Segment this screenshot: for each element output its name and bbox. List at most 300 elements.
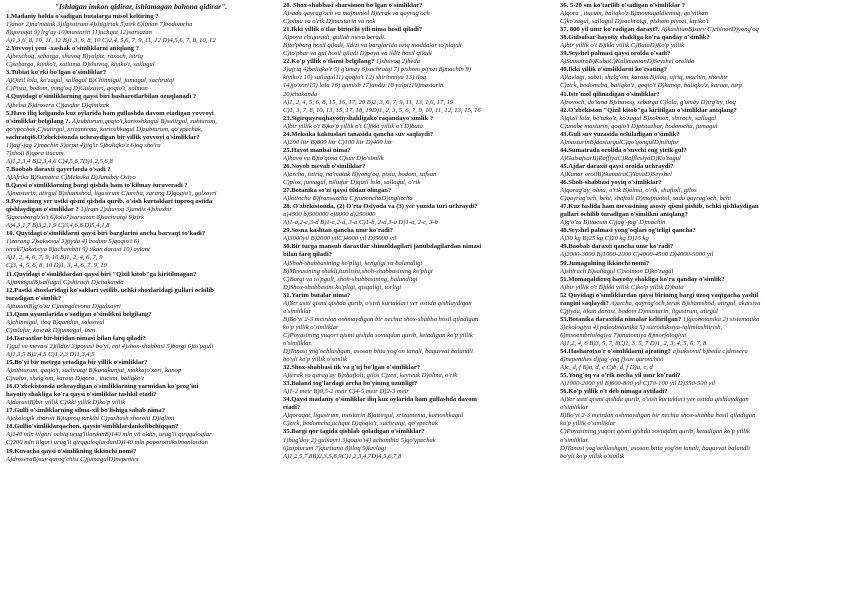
answer-text: B)Mevasining shakli,tuzilishi,shoh-shabbasining ko'pligi — [283, 267, 433, 275]
answer-text: A)1,3,5 B)2,4,5 C)1,2,3 D)1,3,4,5 — [6, 350, 95, 358]
answer-text: A)terak va qarag'ay B)shaftoli, gilos C)zen, keyreuk D)olma, o'rik — [283, 372, 458, 380]
answer-text: A)140 mln iilgari ochiq urug'lilardanB)140 mln yil oldin, urug'li qirqquloqlar — [6, 431, 212, 439]
answer-line — [283, 42, 553, 50]
question-text: 27.Botanika so'zi qaysi tildan olingan? — [283, 187, 392, 195]
question-line — [560, 276, 836, 284]
answer-text: C)plos, jumagul, niliufar D)qizil lola, sallagul, o'rik — [283, 179, 421, 187]
question-line — [560, 292, 836, 300]
question-line — [283, 404, 553, 412]
answer-line — [283, 219, 553, 227]
answer-text: A)qoraqat, ligustrum, mastarin B)attirgul, xrizantema, kartoshkagul — [283, 412, 464, 420]
question-text: 32.Shox-shabbasi tik va g'uj bo'lgan o'simliklar? — [283, 364, 421, 372]
answer-text: A)2000-3000 B)1000-2000 C)4000-4500 D)4000-5000 yil — [560, 251, 714, 259]
answer-line — [560, 171, 836, 179]
answer-line — [283, 324, 553, 332]
question-line — [560, 34, 836, 42]
question-text: 7.Baobab daraxti qayerlarda o'sadi ? — [6, 165, 111, 173]
question-line — [560, 147, 836, 155]
answer-line — [560, 123, 836, 131]
answer-line — [6, 399, 276, 407]
question-line — [560, 66, 836, 74]
question-line — [283, 396, 553, 404]
answer-line — [6, 415, 276, 423]
question-line — [560, 163, 836, 171]
question-text: 36. 5-20 sm ko'tarilib o'sadigan o'simliklar ? — [560, 2, 685, 9]
question-text: 55.Yong'oq va o'rik necha yil umr ko'radi? — [560, 372, 681, 380]
question-text: 29.Sosna kashtan qancha umr ko'radi? — [283, 227, 393, 235]
answer-text: qo'ypechak,C)sutirgul, xrizantema, kartoshkagul D)zubturum, qo'ypechak, — [6, 125, 203, 133]
answer-text: A)1, 2, 4, 5, 6, 8, 15, 16, 17, 20 B)2, 3, 6, 7, 9, 11, 13, 1,6, 17, 19 — [283, 98, 454, 106]
question-text: 49.Baobab daraxti qancha umr ko'radi? — [560, 243, 674, 251]
answer-text: A)kashtanB)sarv C)chinorD)yong'oq — [659, 26, 759, 34]
answer-line — [6, 246, 276, 254]
question-line — [560, 26, 836, 34]
answer-text: A)4,3,1,7 B)3,2,1,9 C)3,4,6,8 D)5,4,1,8 — [6, 222, 110, 230]
question-text: 1.Madaniy holda o'sadigan butalarga misol keltiring ? — [6, 13, 159, 20]
answer-text: A)bexchoq, sebarga, shuvoq B)yalpiz, raxoch, istriq — [6, 53, 143, 61]
question-text: 50.Jumagulning ikkinchi nomi? — [560, 259, 650, 267]
answer-text: A)SumatraB)KubaC)KalimantanD)Seyshel orolida — [560, 58, 695, 66]
answer-line — [283, 18, 553, 26]
answer-text: A)ekologik sharoit B)tuproq tarkibi C)yashash shoroiti D)iqlimi — [6, 415, 175, 423]
question-line — [6, 287, 276, 295]
question-text: 41.Iste'mol qilinadigan o'simliklar? — [560, 90, 660, 98]
answer-line — [6, 77, 276, 85]
answer-line — [560, 332, 836, 340]
answer-line — [560, 412, 836, 420]
answer-text: C)3, 4, 5, 6, 8, 10 D)1, 3, 4, 6, 7, 9, 10 — [6, 262, 107, 270]
question-text: gullari ochilib turadigan o'simlikni aniqlang? — [560, 211, 688, 219]
answer-text: A)1000-2000 yil B)600-800 yil C)70-100 yil D)350-500 yil — [560, 380, 716, 388]
answer-line — [283, 66, 553, 74]
question-line — [560, 372, 836, 380]
question-line — [6, 359, 276, 367]
question-text: 23.Sigirquyruqhayotiyshakligako'raqandayo'simlik ? — [283, 114, 434, 122]
question-text: 40.Ikki yillik o'simliklarni ko'rsating? — [560, 66, 667, 74]
answer-line — [6, 367, 276, 375]
question-text: turadigan o'simlik? — [6, 294, 62, 302]
answer-text: C)jiyda, tikan daraxt, bodom D)mastarin, ligustrum, atirgul — [560, 307, 719, 315]
answer-text: bo'yli ko'p yillik o'simlik — [560, 452, 625, 460]
answer-line — [283, 123, 553, 131]
question-line — [560, 348, 836, 356]
question-line — [6, 271, 276, 279]
column-left — [6, 2, 276, 464]
answer-line — [6, 190, 276, 198]
answer-text: A)belsa B)drosera C)javdar D)qimizak — [6, 101, 109, 109]
answer-text: A)poya chiqaradi, gullab meva beradi. — [283, 34, 386, 42]
answer-text: D)Tanasi yog'ochlashgan, asosan bitta yog'on tanali, baquvvat balandli — [283, 348, 473, 356]
answer-line — [283, 388, 553, 396]
question-line — [6, 448, 276, 456]
question-text: 35.Bargi qor tagida qishlab qoladigan o'simliklar? — [283, 428, 425, 436]
question-line — [560, 243, 836, 251]
question-text: 47.Kuz faslida ham mevasining asosiy qismi pishib, ochki qishlaydigan — [560, 203, 759, 211]
answer-text: A)1,3,6, 8, 10, 11, 12 B)1,3, 6, 8, 10 C)2,4, 5,6, 7, 9, 11, 12 D)4,5,6, 7, 8, 10, 12 — [6, 37, 216, 45]
answer-line — [560, 308, 836, 316]
answer-line — [283, 107, 553, 115]
question-line — [283, 58, 553, 66]
answer-line — [283, 10, 553, 18]
question-text: sachratqi6.O'zbekistonda uchraydigan bir yillik yovvoyi o'simliklar? — [6, 133, 200, 141]
question-text: qishlaydigan o'simliklar ? — [6, 206, 79, 214]
question-text: 42.O'zbekiston "Qizil kitob"ga kiritilgan o'simliklar aniqlang? — [560, 106, 737, 114]
question-line — [283, 131, 553, 139]
question-line — [6, 69, 276, 77]
answer-line — [6, 262, 276, 270]
answer-text: ko'p yillik o'simliklar — [560, 420, 616, 428]
answer-text: A)qarag'ay, olma, o'rik B)olma, o'rik, shaftoli, gilos — [560, 187, 697, 195]
answer-line — [283, 276, 553, 284]
question-line — [6, 93, 276, 101]
question-text: 28. O'zbekistonda, (2) O'rta Osiyoda va (3) yer yuzida turi uchraydi? — [283, 203, 478, 211]
answer-text: a)saksovul b)beda c)drosera — [670, 348, 748, 356]
answer-text: A)qora , itucum, baliqko'z B)momaqaldiemoq, qo'ytikan — [560, 10, 708, 18]
answer-text: C)ko'zagul, sallagul D)sachratqi, pishom piyozi, kiyiko't — [560, 18, 709, 26]
answer-text: 1)zarang 2)saksovul 3)jiyda 4) bodom 5)qoqio't 6) — [6, 238, 140, 246]
answer-line — [6, 102, 276, 110]
answer-text: C)1, 3, 7, 8, 10, 13, 15, 17, 18, 19D)1, 2, 3, 5, 6, 7, 9, 10, 11, 12, 13, 15, 16 — [283, 106, 481, 114]
question-line — [560, 227, 836, 235]
answer-text: A)1-2 metr B)0,5-2 metr C)4-5 metr D)2-3 metr — [283, 388, 409, 396]
question-line — [6, 423, 276, 431]
answer-text: C)xahzi, shelg'om, karam D)qora , itucum, baliqko'z — [6, 375, 145, 383]
answer-text: A)Yer ustti qismi qishda qurib, o'sish kurtaklari yer ostida qishlaydigan — [283, 299, 472, 307]
answer-text: C)to'pbar va gul hosil qiladi D)poya va ildiz hosil qiladi — [283, 50, 432, 58]
question-line — [283, 251, 553, 259]
answer-text: 1)gul va mevasi 2)illdizi 3)poyasi bo'yi, eni 4)shox-shabbasi 5)bargi 6)to'pguli — [6, 342, 214, 350]
answer-text: A)30 kg B)25 kg C)20 kg D)15 kg — [560, 235, 649, 243]
answer-text: A)shirach B)sallagul C)xolmon D)ko'zagul — [560, 267, 674, 275]
question-line — [560, 211, 836, 219]
question-line — [6, 383, 276, 391]
question-text: 33.Baland tog'lardagi archa bo'yining uzunligi? — [283, 380, 418, 388]
answer-text: 1)lzam 2)shuvoq 3)andiz 4)shashir — [78, 206, 173, 214]
answer-text: A)1-a,2-c,3-d B)1-c,2-d, 3-a C)1-b, 2-d,3-a D)1-a, 2-c, 3-b — [283, 219, 439, 227]
question-text: 54.Hasharotxo'r o'simliklarni ajrating? — [560, 348, 671, 356]
question-text: 24.Meksika kaktuslari tanasida qancha suv saqlaydi? — [283, 130, 434, 138]
answer-line — [6, 279, 276, 287]
answer-line — [283, 356, 553, 364]
question-text: rangini saqlaydi? — [560, 299, 609, 307]
answer-text: A)1,2,3,4 B)2,3,4,6 C)4,5,6,7D)1,2,5,6,8 — [6, 157, 113, 165]
question-text: 26.Noyob mevali o'simliklar? — [283, 162, 366, 170]
question-text: 22.Ko'p yillik o'tlarni belgilang? — [283, 58, 375, 66]
answer-line — [560, 251, 836, 259]
answer-line — [6, 222, 276, 230]
answer-line — [283, 195, 553, 203]
answer-line — [283, 308, 553, 316]
answer-text: A)zubturum,qoqio't,kartoshkagul B)sutirgul, zubturum, — [70, 117, 217, 125]
question-line — [6, 391, 276, 399]
answer-line — [6, 37, 276, 45]
question-text: bilan farq qiladi? — [283, 251, 332, 259]
question-text: 39.Seyshel palmasi qaysi orolda o'sadi? — [560, 50, 671, 58]
question-text: 2.Yovvoyi yem -xashak o'simliklarni aniqlang ? — [6, 45, 139, 53]
answer-line — [6, 142, 276, 150]
answer-text: C)olma va o'rik D)mastarin va nok — [283, 18, 376, 26]
answer-text: A)bir yillik o't B)ikki yillik C)ko'p yillik D)buta — [560, 283, 684, 291]
answer-line — [6, 343, 276, 351]
answer-line — [560, 99, 836, 107]
answer-text: A)rovoch, do'lana B)shuvoq, sebarga C)lola, g'umay D)irg'ay, iloq — [560, 98, 736, 106]
answer-text: C)Bargi va to'pguli, shoh-shabbasining, balandligi — [283, 275, 418, 283]
answer-text: 1)geobotanika 2) sistematika — [681, 315, 760, 323]
answer-line — [283, 260, 553, 268]
answer-text: bo'yli ko'p yillik o'simlik — [283, 356, 348, 364]
answer-line — [560, 219, 836, 227]
answer-line — [283, 300, 553, 308]
answer-line — [560, 420, 836, 428]
answer-text: A)daraxtB)bir yillik C)ikki yillik D)ko'p yillik — [6, 399, 126, 407]
question-text: 21.Ikki yillik o'tlar birinchi yili nima hosil qiladi? — [283, 26, 423, 34]
answer-text: o'simliklar. — [560, 436, 590, 444]
answer-text: D)Tanasi yog'ochlashgan, asosan bitta yog'on tanali, baquvvat balandli — [560, 444, 750, 452]
answer-line — [560, 18, 836, 26]
column-right — [560, 2, 836, 461]
answer-text: A)sada qayrag'och va majnuntol B)terak va qayrag'och — [283, 10, 430, 18]
answer-text: 1)shuvoq 2)beda — [374, 58, 421, 66]
question-text: 46.Shoh-shabbasi yoyiq o'simliklar? — [560, 179, 662, 187]
question-text: 8.Qaysi o'simliklarning bargi qishda ham to'kilmay turaveradi ? — [6, 181, 188, 189]
answer-text: C)Poyasining yuqori qismi qishda sovuqdan qurib, ketadigan ko'p yillik — [283, 331, 473, 339]
answer-line — [560, 82, 836, 90]
question-text: 12.Pastki shoxlaridagi ko'saklari yetilib, uchki shoxlaridagi gullari ochilib — [6, 286, 214, 294]
answer-line — [283, 332, 553, 340]
answer-line — [6, 319, 276, 327]
question-text: 4.Quyidagi o'simliklarning qaysi biri hasharotlarbilan ozuqlanadi ? — [6, 93, 197, 101]
answer-line — [560, 115, 836, 123]
question-line — [6, 230, 276, 238]
answer-line — [283, 139, 553, 147]
answer-text: A)bir yillik o't B)ikki yillik C)ButaD)Ko'p yillik — [560, 42, 685, 50]
question-line — [283, 26, 553, 34]
answer-line — [6, 150, 276, 158]
answer-text: C)200 mln iilgari urug'li qirqquloqlardanD)140 mln paporotniksimonlardan — [6, 439, 208, 447]
question-text: 20. Shox-shabbasi sharsimon bo'lgan o'simliklar? — [283, 2, 423, 9]
answer-text: 6)zupturum 7)qurttana 8)iloq 9)lavlagi — [283, 444, 387, 452]
answer-text: 1)jag'-jag 2)machin 3)arpa 4)jig'ir 5)baliqko'z 6)oq sho'ra — [6, 141, 161, 149]
answer-text: C)zirk, bodomcha,uchqat D)qoqio't, sachratqi, qo'ypechak — [283, 420, 438, 428]
answer-text: A)bir yillik o't B)ko'p yillik o't C)ikki yillik o't D)buta — [283, 122, 423, 130]
answer-line — [6, 327, 276, 335]
answer-line — [283, 316, 553, 324]
answer-text: A)3000yil B)2000 yilC)4000 yil D)5000 yil — [283, 235, 397, 243]
question-text: o'simliklar belgilang ?. — [6, 117, 71, 125]
question-text: 52 Quyidagi o'simliklardan qaysi birining bargi uzoq vaqtgacha yashil — [560, 291, 759, 299]
answer-text: A)Qizil lola, ko'zagul, sallagul B)Chinnigul, jumagul, sachratqi — [6, 77, 175, 85]
question-line — [6, 45, 276, 53]
answer-line — [283, 99, 553, 107]
answer-line — [560, 453, 836, 461]
answer-line — [283, 348, 553, 356]
answer-text: A)200 litr B)800 litr C)100 litr D)400 litr — [283, 138, 393, 146]
answer-text: C)nilufar, kovrak D)jumagul, izen — [6, 326, 96, 334]
question-line — [560, 300, 836, 308]
question-text: 30.Bir turga mansub daraxtlar shimoldagilari janubdagilardan nimasi — [283, 243, 482, 251]
answer-text: A)archa, qayrag'och,terak B)shamshod, atirgul, akatsiya — [608, 299, 761, 307]
question-text: hayotiy shakliga ko'ra qaysi o'simliklar tashkil etadi? — [6, 391, 157, 399]
question-line — [283, 380, 553, 388]
answer-text: B)Bo'yi 2-3 metrdan oshmaydigan bir nechta shox-shabba hosil qiladigan — [283, 315, 479, 323]
question-line — [6, 118, 276, 126]
question-text: 31.Yarim butalar nima? — [283, 291, 351, 299]
answer-text: A)archa, ittiriq, na'matak B)yong'oq, pista, bodom, safsan — [283, 170, 437, 178]
answer-text: 7)sholi 8)qora itucum — [6, 149, 64, 157]
answer-line — [6, 61, 276, 69]
answer-text: o'simliklar — [283, 307, 312, 315]
answer-text: C)Poyasining yuqori qismi qishda sovuqdan qurib, ketadigan ko'p yillik — [560, 428, 750, 436]
question-line — [6, 198, 276, 206]
question-line — [283, 227, 553, 235]
answer-line — [6, 254, 276, 262]
question-text: 10. Quyidagi o'simliklarni qaysi biri barglarini ancha barvaqt to'kadi? — [6, 230, 206, 238]
question-line — [6, 311, 276, 319]
answer-text: B)to'pbarg hosil qiladi, ildizi va barglarida oziq moddalar to'playdi — [283, 42, 462, 50]
question-text: 51.Momaqaldiroq hayotiy shakliga ko'ra qanday o'simlik? — [560, 275, 725, 283]
answer-text: C)zirk, bodomcha, baliqko'z, qoqio't D)kanop, baliqko'z, karam, turp — [560, 82, 743, 90]
question-line — [6, 13, 276, 21]
question-text: 38.Gulsafsar hayotiy shakliga ko'ra qanday o'simlik? — [560, 34, 710, 42]
answer-text: A)GulsafsarB)RaffiyaC)RafflesiyaD)Ko'zagul — [560, 154, 681, 162]
question-line — [560, 131, 836, 139]
answer-line — [6, 85, 276, 93]
answer-line — [283, 82, 553, 90]
answer-line — [283, 179, 553, 187]
answer-line — [560, 235, 836, 243]
answer-text: A)Afrika B)Sumatra C)Meksika D)Janubiy Osiyo — [6, 173, 136, 181]
question-line — [560, 2, 836, 10]
question-text: 16.O'zbekistonda uchraydigan o'simliklarning yarmidan ko'prog'ini — [6, 383, 199, 391]
answer-line — [560, 10, 836, 18]
question-text: 37. 800 yil umr ko'radigan daraxt?. — [560, 26, 660, 34]
answer-text: D)Shox-shabbasini ko'pligi, qisqaligi, torligi — [283, 283, 402, 291]
question-line — [6, 182, 276, 190]
question-line — [283, 203, 553, 211]
answer-line — [560, 356, 836, 364]
answer-line — [283, 372, 553, 380]
answer-text: 1)anor 2)na'matak 3)ilgistirum 4)shigirtak 5)zirk 6)limon 7)bodomcha — [6, 21, 193, 29]
answer-text: A)droseraB)suv qarog'chisi C)jumagulD)nepentes — [6, 455, 139, 463]
answer-line — [283, 268, 553, 276]
answer-line — [560, 364, 836, 372]
answer-line — [283, 420, 553, 428]
answer-text: A)1,2,5,7,8B)2,3,5,8,9C)1,2,3,4,7D)4,5,6,7,8 — [283, 452, 402, 460]
answer-line — [560, 58, 836, 66]
answer-line — [560, 42, 836, 50]
answer-text: A)Shoh-shabbasining ko'pligi, kengligi va balandligi — [283, 259, 423, 267]
question-text: 18.Gullio'simliklarqachon, qaysio'simliklardankelibchiqqan? — [6, 423, 179, 431]
answer-line — [560, 340, 836, 348]
question-line — [283, 428, 553, 436]
question-line — [283, 243, 553, 251]
answer-line — [560, 404, 836, 412]
answer-text: 3)ajriq 4)baliqko'z 5) g'umay 6)sachratqi 7) pishom piyozi 8)machin 9) — [283, 66, 471, 74]
answer-line — [6, 351, 276, 359]
question-line — [283, 187, 553, 195]
answer-line — [6, 126, 276, 134]
answer-line — [283, 34, 553, 42]
answer-text: a)4500 b)500000 c)8000 d)250000 — [283, 211, 376, 219]
answer-line — [283, 412, 553, 420]
question-line — [6, 110, 276, 118]
question-line — [283, 147, 553, 155]
answer-line — [560, 380, 836, 388]
answer-line — [6, 214, 276, 222]
answer-text: A)Yer ustti qismi qishda qurib, o'sish kurtaklari yer ostida qishlaydigan — [560, 396, 749, 404]
question-line — [6, 335, 276, 343]
answer-line — [283, 171, 553, 179]
question-line — [6, 166, 276, 174]
question-line — [6, 295, 276, 303]
question-text: 5.Havo iliq kelganda kuz oylarida ham gullashda davom etadigan yovvoyi — [6, 109, 214, 117]
answer-line — [283, 437, 553, 445]
answer-text: 5)qorabargiz'o't 6)lola7)sarsazan 8)sachratqi 9)zirk — [6, 214, 144, 222]
question-line — [283, 163, 553, 171]
answer-text: C)unabe mastarin, qoqio't D)pistazhar, bodomcha, jumagul — [560, 122, 718, 130]
column-middle — [283, 2, 553, 461]
answer-line — [6, 375, 276, 383]
question-line — [283, 364, 553, 372]
question-line — [560, 203, 836, 211]
answer-line — [560, 155, 836, 163]
answer-line — [283, 235, 553, 243]
question-line — [560, 179, 836, 187]
answer-text: A)mastarin, atirgul B)shamshod, ligustrum C)archa, zarang D)qoqio't, gulxayri — [6, 190, 217, 198]
question-line — [560, 91, 836, 99]
answer-line — [560, 284, 836, 292]
question-text: 13.Qum uyumlarida o'sadigan o'simlikni belgilang? — [6, 310, 152, 318]
answer-line — [560, 139, 836, 147]
answer-line — [283, 50, 553, 58]
answer-text: 3)ekologiya 4) paleobotanika 5) sutroduksiya-iqlimlashtirish, — [560, 323, 723, 331]
answer-text: 6)ntsoembriologiya 7)anatomiya 8)morfologiya — [560, 331, 686, 339]
question-text: 19.Kuvacha qaysi o'simlikning ikkinchi nomi? — [6, 447, 137, 455]
answer-line — [560, 187, 836, 195]
answer-text: A)qizil lola, bo'tako'z, ko'zagul B)xolmon, shirach, sallagul — [560, 114, 717, 122]
answer-line — [6, 174, 276, 182]
answer-line — [560, 195, 836, 203]
answer-line — [283, 91, 553, 99]
question-text: 56.Ko'p yillik o't deb nimaga aytiladi? — [560, 388, 668, 396]
answer-line — [283, 453, 553, 461]
answer-line — [283, 155, 553, 163]
answer-line — [560, 396, 836, 404]
answer-line — [6, 53, 276, 61]
question-text: 9.Poyasining yer ustki qismi qishda qurib, o'sish kurtaklari tuproq ostida — [6, 198, 213, 206]
answer-line — [560, 268, 836, 276]
answer-text: 14)jo'xori15) lola 16) qamish 17)andiz 18 yalpiz19)mastarin — [283, 82, 444, 90]
answer-text: terak7)akatsiya 8)achambiti 9) tikan daraxt 10) aylant — [6, 246, 150, 254]
question-line — [283, 2, 553, 10]
question-text: 53.Botanika daraxtida nimalar keltirilgan? — [560, 315, 682, 323]
answer-text: B)Bo'yi 2-3 metrdan oshmaydigan bir nechta shox-shabba hosil qiladigan — [560, 412, 756, 420]
question-text: etadi? — [283, 404, 301, 412]
question-line — [560, 316, 836, 324]
question-line — [560, 388, 836, 396]
answer-line — [283, 340, 553, 348]
answer-text: A)lotincha B)fransuzcha C)yunonchaD)inglizcha — [283, 195, 413, 203]
answer-line — [6, 158, 276, 166]
answer-text: A)g'o'za B)itucum C)jag'-jag' D)machin — [560, 219, 666, 227]
question-line — [560, 260, 836, 268]
question-text: 44.Sumatrada orolida o'suvchi eng yirik gul? — [560, 146, 687, 154]
answer-text: A)zubturum, qoqio't, sachratqi B)kanakunjut, makkajo'xori, kanop — [6, 367, 182, 375]
question-text: 25.Hayot manbai nima? — [283, 146, 351, 154]
answer-text: A)1,2, 4, 6 B)3, 5, 7, 8C)1, 3, 5, 7 D)1, 2, 3, 4, 5, 6, 7, 8 — [560, 339, 707, 347]
question-line — [6, 407, 276, 415]
answer-text: ko'p yillik o'simliklar — [283, 323, 339, 331]
